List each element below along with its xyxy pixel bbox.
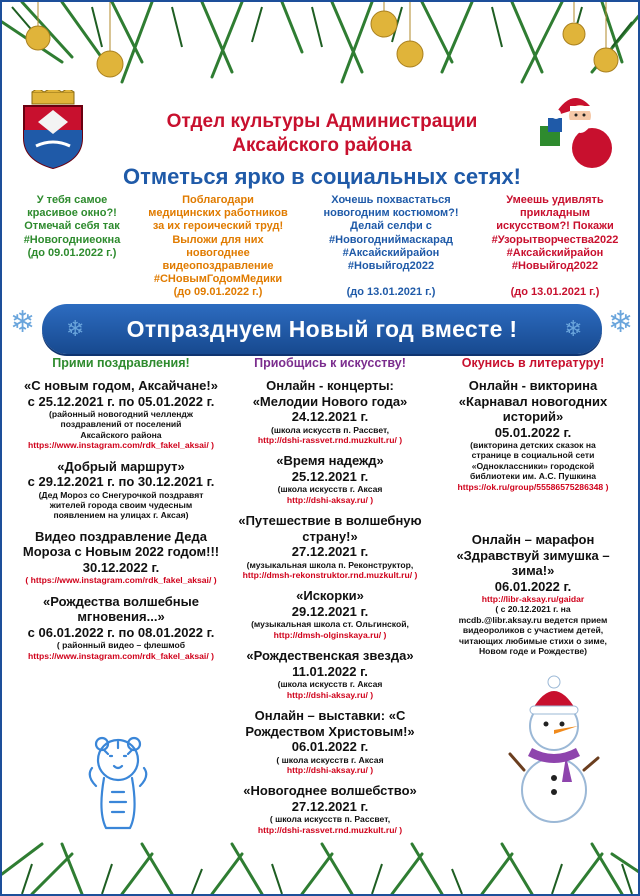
- event-date: 06.01.2022 г.: [494, 578, 572, 594]
- event-note: (музыкальная школа ст. Ольгинской,: [251, 619, 409, 630]
- event-note: поздравлений от поселений: [60, 419, 182, 430]
- event-title: Видео поздравление Деда Мороза с Новым 2022 годом!!!: [22, 528, 220, 560]
- event-note: (Дед Мороз со Снегурочкой поздравят: [38, 489, 204, 500]
- promo-crafts: [480, 194, 630, 300]
- event-note: (школа искусств п. Рассвет,: [271, 424, 389, 435]
- fir-garland-top: [2, 2, 640, 97]
- event-date: с 25.12.2021 г. по 05.01.2022 г.: [27, 393, 215, 409]
- event-note: (районный новогодний челлендж: [49, 409, 193, 419]
- column-literature: [436, 356, 630, 664]
- title-line-1: Отдел культуры Администрации: [166, 111, 478, 132]
- event-note: mcdb.@libr.aksay.ru ведется прием: [458, 614, 608, 625]
- event-link[interactable]: http://dshi-rassvet.rnd.muzkult.ru/ ): [257, 824, 403, 835]
- event-date: 11.01.2022 г.: [292, 663, 368, 679]
- event-date: 27.12.2021 г.: [291, 544, 369, 560]
- promo-line: Делай селфи с: [350, 220, 432, 233]
- event-note: (музыкальная школа п. Реконструктор,: [246, 559, 414, 570]
- promo-line: У тебя самое: [36, 194, 108, 206]
- promo-line: (до 13.01.2021 г.): [346, 286, 436, 299]
- promo-line: медицинских работников: [148, 207, 288, 220]
- column-greetings: [16, 356, 226, 669]
- event-title: «Новогоднее волшебство»: [243, 783, 417, 799]
- event-link[interactable]: https://www.instagram.com/rdk_fakel_aksai/ ): [28, 650, 214, 661]
- promo-line: (до 09.01.2022 г.): [27, 246, 117, 259]
- event-title: Онлайн - концерты: «Мелодии Нового года»: [252, 378, 408, 409]
- event-date: с 06.01.2022 г. по 08.01.2022 г.: [27, 624, 215, 640]
- event-link[interactable]: http://dmsh-olginskaya.ru/ ): [273, 629, 387, 640]
- event-item: [16, 459, 226, 521]
- event-item: [232, 378, 428, 445]
- promo-windows: [16, 194, 128, 260]
- event-note: (школа искусств г. Аксая: [277, 679, 383, 690]
- event-item: [232, 648, 428, 700]
- event-item: [16, 594, 226, 661]
- event-title: «Рождественская звезда»: [246, 648, 414, 664]
- event-note: ( районный видео – флешмоб: [56, 640, 186, 651]
- event-note: видеороликов с участием детей,: [462, 625, 604, 636]
- promo-medics: [136, 194, 300, 300]
- event-note: Аксайского района: [80, 429, 162, 440]
- event-note: жителей города своим чудесным: [49, 500, 193, 511]
- event-title: Онлайн - викторина «Карнавал новогодних историй»: [458, 378, 608, 424]
- promo-line: #СНовымГодомМедики: [153, 273, 283, 286]
- event-title: «Путешествие в волшебную страну!»: [238, 513, 422, 544]
- promo-line: #Аксайскийрайон: [342, 246, 440, 259]
- snowflake-icon: ❄: [66, 316, 85, 341]
- event-item: [436, 532, 630, 656]
- event-item: [16, 378, 226, 451]
- promo-line: #Новогодниймаскарад: [329, 233, 453, 246]
- event-note: (викторина детских сказок на: [470, 440, 596, 450]
- event-title: «Искорки»: [296, 588, 364, 604]
- event-note: ( школа искусств г. Аксая: [276, 754, 384, 765]
- event-date: 29.12.2021 г.: [291, 603, 369, 619]
- event-link[interactable]: http://dmsh-rekonstruktor.rnd.muzkult.ru/ ): [242, 570, 418, 581]
- column-heading: Приобщись к искусству!: [254, 356, 406, 370]
- event-link[interactable]: http://dshi-aksay.ru/ ): [286, 494, 374, 505]
- column-heading: Прими поздравления!: [52, 356, 190, 370]
- snowflake-icon: ❄: [608, 306, 634, 339]
- event-link[interactable]: https://ok.ru/group/55586575286348 ): [457, 481, 609, 492]
- event-link[interactable]: https://www.instagram.com/rdk_fakel_aksai/ ): [28, 440, 214, 451]
- promo-line: [480, 273, 630, 286]
- promo-line: #Новогодниеокна: [23, 233, 121, 246]
- promo-line: новогодним костюмом?!: [323, 207, 459, 220]
- promo-line: Выложи для них: [172, 233, 264, 246]
- column-heading: Окунись в литературу!: [461, 356, 605, 370]
- event-item: [16, 529, 226, 586]
- promo-line: Отмечай себя так: [24, 220, 120, 233]
- event-link[interactable]: ( https://www.instagram.com/rdk_fakel_aksai/ ): [25, 575, 217, 586]
- event-title: Онлайн – марафон «Здравствуй зимушка – зима!»: [456, 532, 610, 579]
- event-link[interactable]: http://dshi-rassvet.rnd.muzkult.ru/ ): [257, 434, 403, 445]
- snowflake-icon: ❄: [10, 306, 36, 339]
- event-date: 24.12.2021 г.: [291, 409, 369, 424]
- coat-of-arms-icon: [18, 90, 88, 170]
- event-date: 30.12.2022 г.: [82, 559, 160, 575]
- event-date: 06.01.2022 г.: [291, 739, 369, 755]
- promo-line: #Узорытворчества2022: [491, 233, 619, 246]
- promo-line: (до 13.01.2021 г.): [510, 286, 600, 299]
- promo-line: #Новыйгод2022: [511, 260, 599, 273]
- event-title: «Время надежд»: [276, 453, 384, 469]
- column-art: [232, 356, 428, 843]
- promo-line: [306, 273, 476, 286]
- event-note: ( школа искусств п. Рассвет,: [269, 814, 391, 825]
- promo-line: видеопоздравление: [162, 260, 274, 273]
- title-line-2: Аксайского района: [232, 135, 412, 156]
- event-note: (школа искусств г. Аксая: [277, 484, 383, 495]
- event-note: читающих любимые стихи о зиме,: [459, 635, 607, 646]
- promo-line: новогоднее: [186, 246, 250, 259]
- event-note: «Одноклассники» городской: [471, 460, 595, 471]
- event-item: [232, 708, 428, 775]
- event-item: [232, 453, 428, 505]
- promo-line: прикладным: [519, 207, 591, 220]
- promo-line: Умеешь удивлять: [506, 194, 604, 206]
- event-item: [232, 588, 428, 640]
- santa-claus-icon: [532, 86, 618, 176]
- snowman-icon: [508, 674, 600, 824]
- event-date: 27.12.2021 г.: [291, 798, 369, 814]
- event-date: 05.01.2022 г.: [494, 424, 572, 440]
- event-note: Новом годе и Рождестве): [478, 646, 588, 657]
- promo-line: красивое окно?!: [27, 207, 117, 220]
- snowflake-icon: ❄: [564, 316, 583, 341]
- event-title: «Добрый маршрут»: [57, 458, 185, 474]
- event-title: Онлайн – выставки: «С Рождеством Христовым!»: [245, 708, 415, 739]
- event-date: 25.12.2021 г.: [291, 468, 369, 484]
- promo-line: #Новыйгод2022: [347, 260, 435, 273]
- event-title: «Рождества волшебные мгновения...»: [43, 593, 199, 625]
- fir-garland-bottom: [2, 814, 640, 894]
- event-link[interactable]: http://dshi-aksay.ru/ ): [286, 764, 374, 775]
- event-item: [436, 378, 630, 492]
- banner-text: Отпразднуем Новый год вместе !: [126, 315, 518, 342]
- promo-line: искусством?! Покажи: [496, 220, 614, 233]
- event-note: странице в социальной сети: [471, 450, 595, 461]
- promo-line: (до 09.01.2022 г.): [173, 286, 263, 299]
- event-note: ( с 20.12.2021 г. на: [495, 604, 571, 615]
- event-item: [232, 513, 428, 580]
- event-date: с 29.12.2021 г. по 30.12.2021 г.: [27, 474, 215, 490]
- event-link[interactable]: http://dshi-aksay.ru/ ): [286, 689, 374, 700]
- event-link[interactable]: http://libr-aksay.ru/gaidar: [481, 594, 585, 605]
- celebrate-banner: [42, 304, 602, 354]
- promo-line: за их героический труд!: [152, 220, 284, 233]
- promo-line: #Аксайскийрайон: [506, 246, 604, 259]
- event-note: библиотеки им. А.С. Пушкина: [469, 471, 597, 482]
- event-note: появлением на улицах г. Аксая): [53, 510, 189, 521]
- subtitle: Отметься ярко в социальных сетях!: [122, 164, 521, 189]
- promo-line: Хочешь похвастаться: [331, 194, 451, 206]
- promo-costume: [306, 194, 476, 300]
- promo-line: Поблагодари: [182, 194, 254, 206]
- event-title: «С новым годом, Аксайчане!»: [24, 378, 218, 393]
